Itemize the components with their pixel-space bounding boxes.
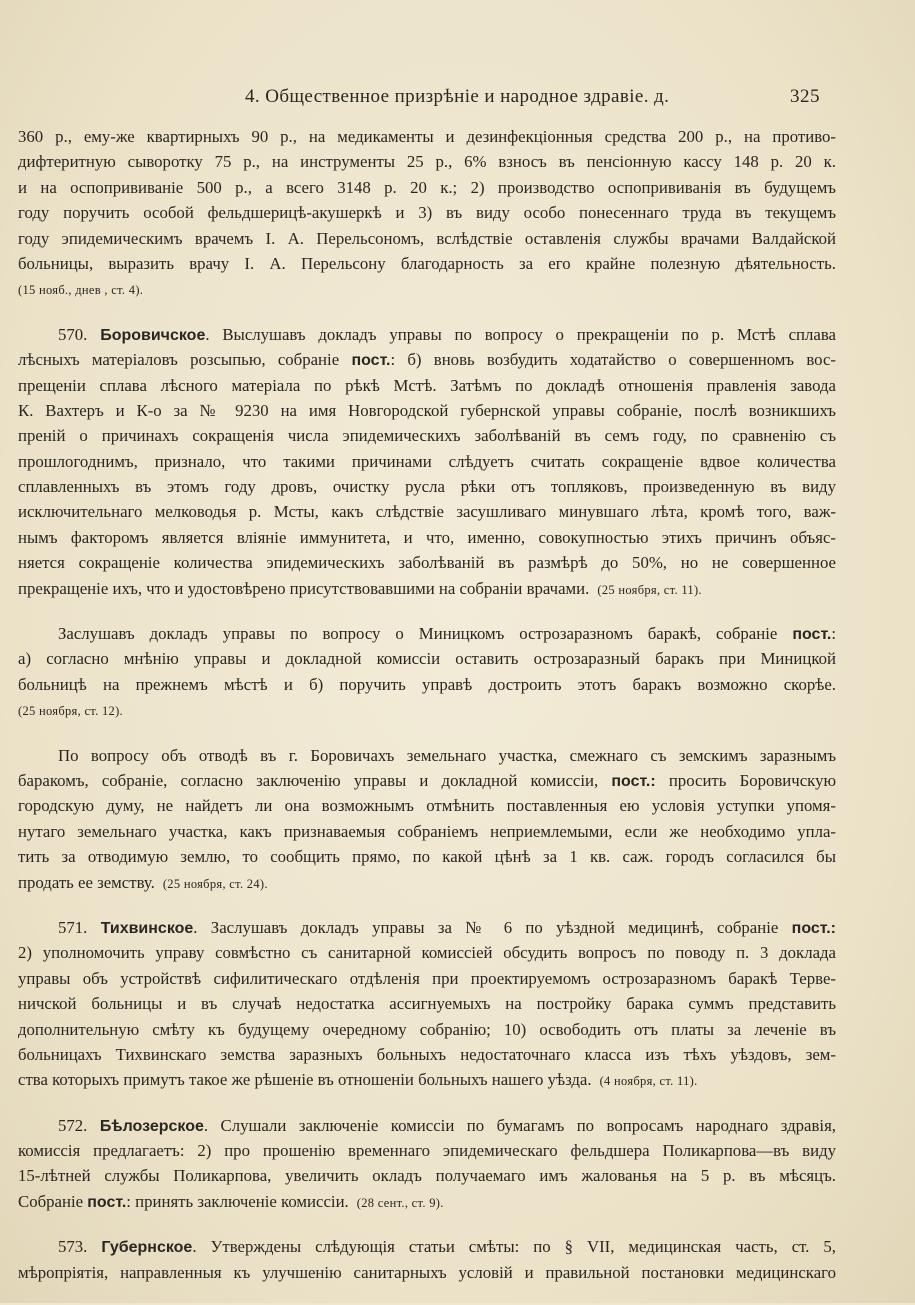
zemstvo-name: Бѣлозерское	[99, 1117, 204, 1135]
text-line	[18, 1067, 836, 1092]
text-line: больницахъ Тихвинскаго земства заразныхъ больныхъ недостаточнаго класса изъ тѣхъ уѣздовъ, зем-	[18, 1044, 836, 1064]
text-line: мѣропріятія, направленныя къ улучшенію санитарныхъ условій и правильной постановки медицинскаго	[18, 1262, 836, 1282]
text-run: баракомъ, собраніе, согласно заключенію управы и докладной комиссіи,	[18, 770, 599, 790]
zemstvo-name: Тихвинское	[100, 919, 194, 937]
text-line	[18, 347, 836, 372]
text-line: сплавленныхъ въ этомъ году дровъ, очистку русла рѣки отъ топляковъ, произведенную въ виду	[18, 477, 836, 497]
page-header	[0, 86, 915, 110]
text-line: больницѣ на прежнемъ мѣстѣ и б) поручить управѣ достроить этотъ баракъ возможно скорѣе.	[18, 674, 836, 694]
text-line: а) согласно мнѣнію управы и докладной комиссіи оставить острозаразный баракъ при Миницкой	[18, 649, 836, 669]
entry-number: 570.	[58, 324, 88, 344]
text-line: прошлогоднимъ, признало, что такими причинами слѣдуетъ считать сокращеніе вдвое количества	[18, 451, 836, 471]
text-line: году поручить особой фельдшерицѣ-акушеркѣ и 3) въ виду особо понесеннаго труда въ текущемъ	[18, 203, 836, 223]
resolution-marker: пост.	[87, 1193, 127, 1211]
text-line: 2) уполномочить управу совмѣстно съ санитарной комиссіей обсудить вопросъ по поводу п. 3 доклада	[18, 943, 836, 963]
resolution-marker: пост.	[792, 626, 832, 644]
paragraph-land-plot	[18, 743, 836, 895]
text-line: нымъ факторомъ является вліяніе иммунитета, и что, именно, совокупностью этихъ причинъ объяс-	[18, 527, 836, 547]
text-line: дифтеритную сыворотку 75 р., на инструменты 25 р., 6% взносъ въ пенсіонную кассу 148 р. 20 к.	[18, 152, 836, 172]
text-run: :	[831, 624, 836, 644]
text-run: . Заслушавъ докладъ управы за № 6 по уѣздной медицинѣ, собраніе	[193, 917, 779, 937]
text-line	[18, 1189, 836, 1214]
entry-number: 573.	[58, 1237, 88, 1257]
source-reference: (4 ноября, ст. 11).	[599, 1074, 698, 1089]
text-line: 15-лѣтней службы Поликарпова, увеличить окладъ получаемаго имъ жалованья на 5 р. въ мѣсяцъ.	[18, 1166, 836, 1186]
text-run: ства которыхъ примутъ такое же рѣшеніе въ отношеніи больныхъ нашего уѣзда.	[18, 1070, 592, 1090]
text-run: . Слушали заключеніе комиссіи по бумагамъ по вопросамъ народнаго здравія,	[203, 1115, 836, 1135]
text-line: городскую думу, не найдетъ ли она возможнымъ отмѣнить поставленныя ею условія уступки упомя-	[18, 796, 836, 816]
text-run: продать ее земству.	[18, 872, 155, 892]
text-line: преній о причинахъ сокращенія числа эпидемическихъ заболѣваній въ семъ году, по сравненію съ	[18, 426, 836, 446]
text-line: тить за отводимую землю, то сообщить прямо, по какой цѣнѣ за 1 кв. саж. городъ согласился бы	[18, 847, 836, 867]
paragraph-continuation	[18, 124, 836, 302]
text-run: лѣсныхъ матеріаловъ розсыпью, собраніе	[18, 350, 340, 370]
zemstvo-name: Боровичское	[100, 326, 206, 344]
text-line: 360 р., ему-же квартирныхъ 90 р., на медикаменты и дезинфекціонныя средства 200 р., на противо-	[18, 127, 836, 146]
text-line	[18, 621, 836, 646]
entry-570	[18, 322, 836, 601]
entry-572	[18, 1113, 836, 1215]
text-line: году эпидемическимъ врачемъ І. А. Перельсономъ, вслѣдствіе оставленія службы врачами Валдайской	[18, 228, 836, 248]
text-line	[18, 768, 836, 793]
text-line: и на оспопрививаніе 500 р., а всего 3148 р. 20 к.; 2) производство оспопрививанія въ будущемъ	[18, 177, 836, 197]
text-line: управы объ устройствѣ сифилитическаго отдѣленія при проектируемомъ острозаразномъ баракѣ Терве-	[18, 968, 836, 988]
text-line: исключительнаго мелководья р. Мсты, какъ слѣдствіе засушливаго минувшаго лѣта, кромѣ того, важ-	[18, 502, 836, 522]
text-line: К. Вахтеръ и К-о за № 9230 на имя Новгородской губернской управы собраніе, послѣ возникшихъ	[18, 400, 836, 420]
text-line: По вопросу объ отводѣ въ г. Боровичахъ земельнаго участка, смежнаго съ земскимъ заразнымъ	[58, 745, 836, 765]
text-line	[18, 870, 836, 895]
text-run: . Утверждены слѣдующія статьи смѣты: по § VII, медицинская часть, ст. 5,	[192, 1237, 836, 1257]
resolution-marker: пост.:	[611, 772, 656, 790]
text-line: прещеніи сплава лѣсного матеріала по рѣкѣ Мстѣ. Затѣмъ по докладѣ отношенія правленія завода	[18, 375, 836, 395]
text-run: Заслушавъ докладъ управы по вопросу о Миницкомъ острозаразномъ баракѣ, собраніе	[58, 624, 778, 644]
text-run: : б) вновь возбудить ходатайство о совершенномъ вос-	[390, 350, 836, 370]
text-run: : принять заключеніе комиссіи.	[126, 1191, 349, 1211]
resolution-marker: пост.:	[791, 919, 836, 937]
page-number: 325	[790, 86, 820, 107]
entry-number: 571.	[58, 917, 88, 937]
text-line	[18, 576, 836, 601]
text-line: няется сокращеніе количества эпидемическихъ заболѣваній въ размѣрѣ до 50%, но не совершенное	[18, 553, 836, 573]
text-line: дополнительную смѣту къ будущему очередному собранію; 10) освободить отъ платы за леченіе въ	[18, 1019, 836, 1039]
text-line: ничской больницы и въ случаѣ недостатка ассигнуемыхъ на постройку барака суммъ представить	[18, 994, 836, 1014]
text-line	[18, 915, 836, 940]
source-reference: (15 нояб., днев , ст. 4).	[18, 283, 144, 298]
text-line	[18, 322, 836, 347]
text-line: больницы, выразить врачу І. А. Перельсону благодарность за его крайне полезную дѣятельность.	[18, 253, 836, 273]
source-reference: (28 сент., ст. 9).	[356, 1195, 444, 1210]
resolution-marker: пост.	[351, 352, 391, 370]
zemstvo-name: Губернское	[101, 1239, 193, 1257]
entry-571	[18, 915, 836, 1093]
text-line	[18, 1113, 836, 1138]
source-reference: (25 ноября, ст. 11).	[597, 582, 702, 597]
entry-number: 572.	[58, 1115, 88, 1135]
text-run: просить Боровичскую	[668, 770, 836, 790]
source-reference: (25 ноября, ст. 24).	[162, 876, 268, 891]
source-reference: (25 ноября, ст. 12).	[18, 704, 123, 719]
text-line	[18, 276, 836, 301]
running-head: 4. Общественное призрѣніе и народное здравіе. д.	[245, 86, 670, 107]
paragraph-minitsy-barrack	[18, 621, 836, 723]
text-line	[18, 1234, 836, 1259]
page-body	[18, 124, 836, 1305]
text-line: комиссія предлагаетъ: 2) про прошенію временнаго эпидемическаго фельдшера Поликарпова—въ виду	[18, 1141, 836, 1161]
text-run: Собраніе	[18, 1191, 84, 1211]
text-line: нутаго земельнаго участка, какъ признаваемыя собраніемъ неприемлемыми, если же необходимо упла-	[18, 821, 836, 841]
entry-573	[18, 1234, 836, 1285]
text-run: . Выслушавъ докладъ управы по вопросу о прекращеніи по р. Мстѣ сплава	[205, 324, 836, 344]
text-run: прекращеніе ихъ, что и удостовѣрено присутствовавшими на собраніи врачами.	[18, 578, 590, 598]
text-line	[18, 697, 836, 722]
